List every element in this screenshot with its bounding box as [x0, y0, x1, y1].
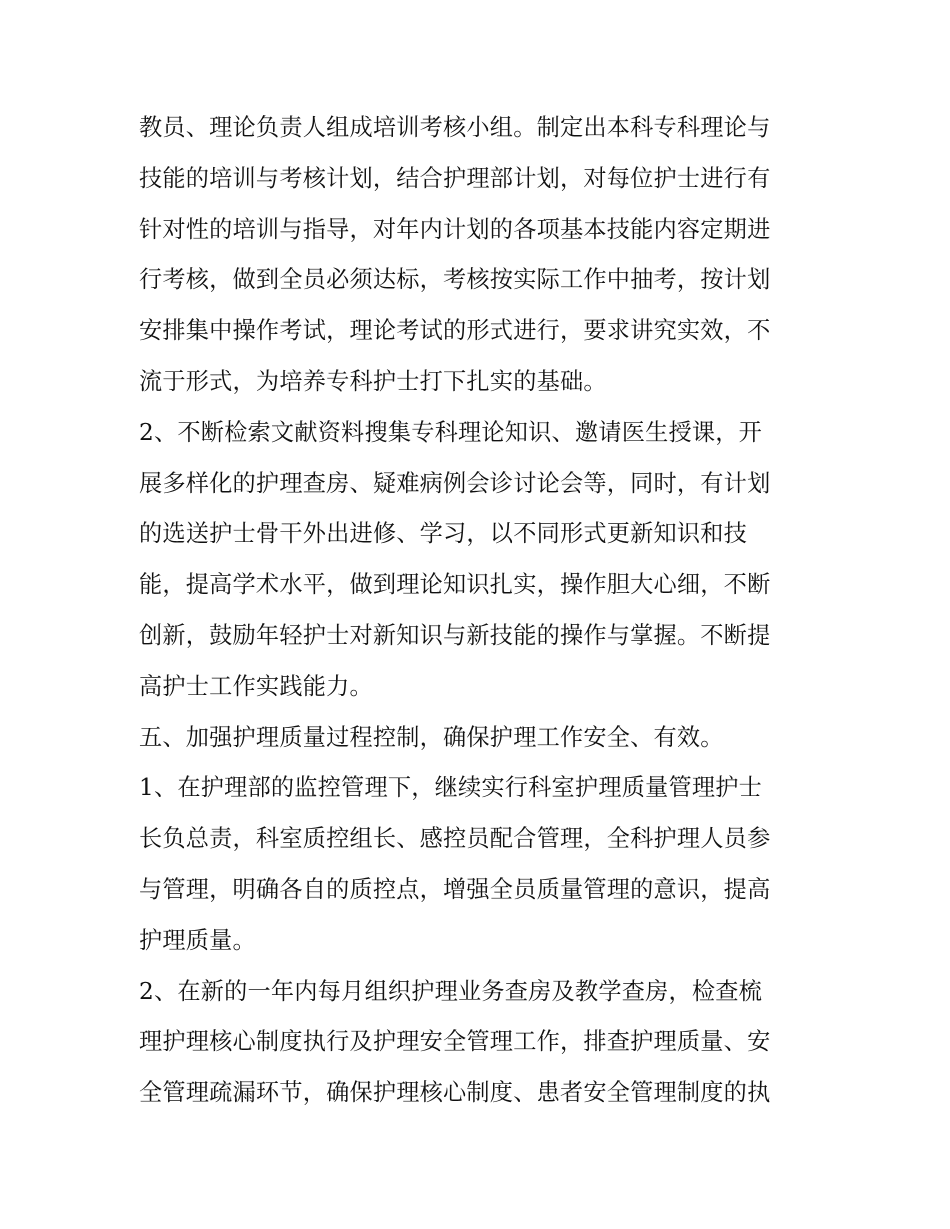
- text-line: 安排集中操作考试，理论考试的形式进行，要求讲究实效，不: [139, 317, 771, 345]
- text-line: 创新，鼓励年轻护士对新知识与新技能的操作与掌握。不断提: [139, 621, 771, 649]
- text-line: 理护理核心制度执行及护理安全管理工作，排查护理质量、安: [139, 1028, 771, 1056]
- text-line: 针对性的培训与指导，对年内计划的各项基本技能内容定期进: [139, 215, 771, 243]
- text-line: 高护士工作实践能力。: [139, 672, 373, 700]
- text-line: 展多样化的护理查房、疑难病例会诊讨论会等，同时，有计划: [139, 469, 771, 497]
- text-line: 2、不断检索文献资料搜集专科理论知识、邀请医生授课，开: [139, 418, 763, 446]
- text-line: 的选送护士骨干外出进修、学习，以不同形式更新知识和技: [139, 520, 748, 548]
- text-line: 教员、理论负责人组成培训考核小组。制定出本科专科理论与: [139, 114, 771, 141]
- text-line: 与管理，明确各自的质控点，增强全员质量管理的意识，提高: [139, 875, 771, 903]
- text-line: 1、在护理部的监控管理下，继续实行科室护理质量管理护士: [139, 774, 763, 802]
- text-line: 长负总责，科室质控组长、感控员配合管理，全科护理人员参: [139, 825, 771, 853]
- text-line: 流于形式，为培养专科护士打下扎实的基础。: [139, 367, 607, 395]
- section-heading: 五、加强护理质量过程控制，确保护理工作安全、有效。: [139, 723, 724, 751]
- text-line: 行考核，做到全员必须达标，考核按实际工作中抽考，按计划: [139, 266, 771, 294]
- text-line: 全管理疏漏环节，确保护理核心制度、患者安全管理制度的执: [139, 1079, 771, 1107]
- text-line: 能，提高学术水平，做到理论知识扎实，操作胆大心细，不断: [139, 571, 771, 599]
- document-body: [139, 103, 819, 1119]
- text-line: 护理质量。: [139, 926, 256, 954]
- text-line: 2、在新的一年内每月组织护理业务查房及教学查房，检查梳: [139, 977, 763, 1005]
- text-line: 技能的培训与考核计划，结合护理部计划，对每位护士进行有: [139, 164, 771, 192]
